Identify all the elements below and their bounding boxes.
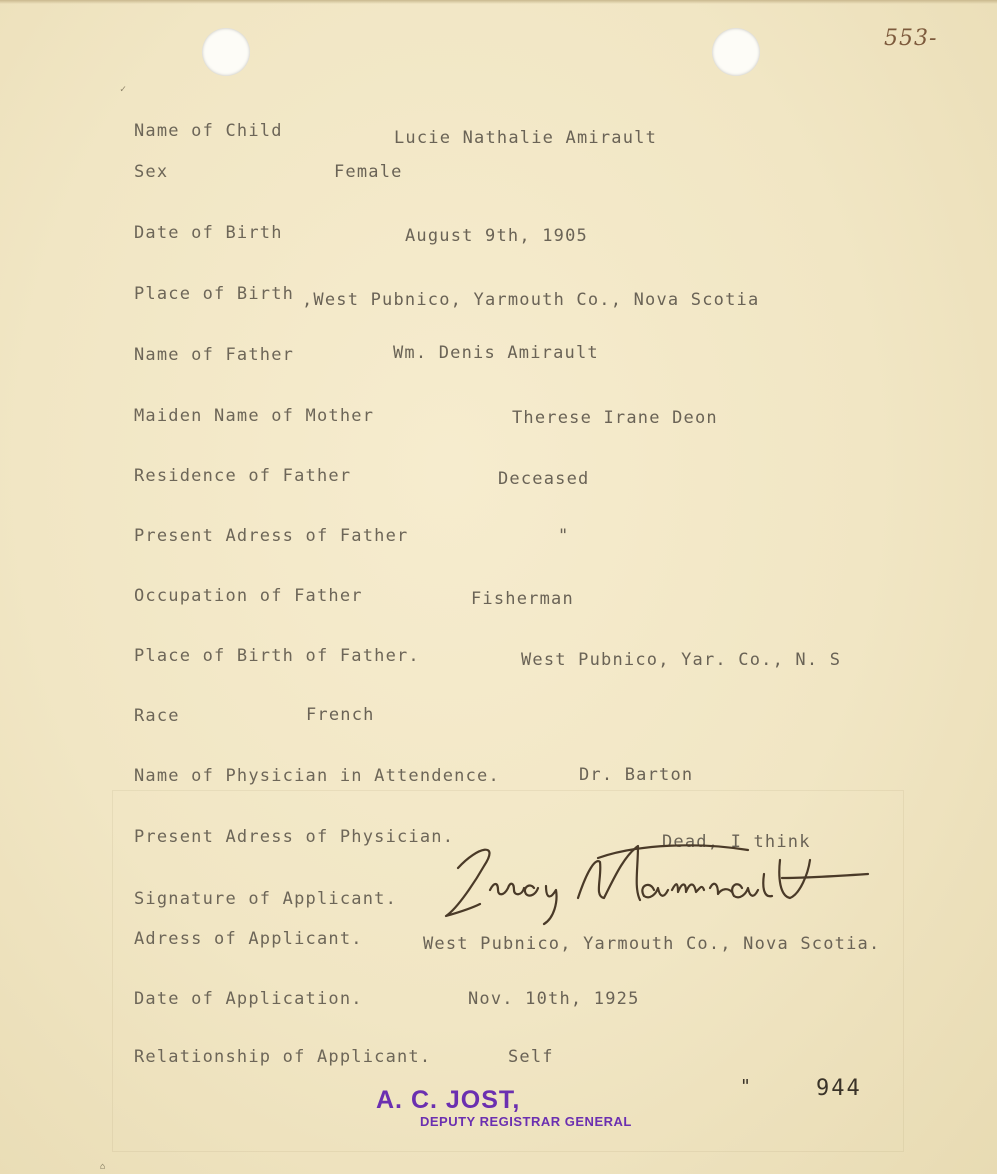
- label-sex: Sex: [134, 162, 169, 182]
- value-relationship-of-applicant: Self: [508, 1047, 554, 1067]
- value-residence-of-father: Deceased: [498, 469, 590, 489]
- registrar-stamp-name: A. C. JOST,: [376, 1086, 521, 1114]
- punch-hole-right: [712, 28, 760, 76]
- label-residence-of-father: Residence of Father: [134, 466, 352, 486]
- page-number: 553-: [884, 26, 938, 51]
- value-place-of-birth: ,West Pubnico, Yarmouth Co., Nova Scotia: [302, 290, 760, 310]
- label-present-address-of-physician: Present Adress of Physician.: [134, 827, 455, 847]
- label-name-of-father: Name of Father: [134, 345, 295, 365]
- label-present-address-of-father: Present Adress of Father: [134, 526, 409, 546]
- label-signature-of-applicant: Signature of Applicant.: [134, 889, 398, 909]
- value-date-of-birth: August 9th, 1905: [405, 226, 588, 246]
- registration-number: 944: [816, 1076, 862, 1101]
- value-date-of-application: Nov. 10th, 1925: [468, 989, 640, 1009]
- label-occupation-of-father: Occupation of Father: [134, 586, 363, 606]
- label-name-of-physician: Name of Physician in Attendence.: [134, 766, 500, 786]
- label-place-of-birth-of-father: Place of Birth of Father.: [134, 646, 420, 666]
- applicant-signature: [438, 838, 918, 928]
- label-address-of-applicant: Adress of Applicant.: [134, 929, 363, 949]
- bottom-edge-mark: ⌂: [100, 1162, 106, 1172]
- value-name-of-father: Wm. Denis Amirault: [393, 343, 599, 363]
- label-relationship-of-applicant: Relationship of Applicant.: [134, 1047, 432, 1067]
- margin-tick: ✓: [120, 84, 127, 95]
- registrar-stamp-title: DEPUTY REGISTRAR GENERAL: [420, 1114, 632, 1129]
- label-race: Race: [134, 706, 180, 726]
- value-maiden-name-of-mother: Therese Irane Deon: [512, 408, 718, 428]
- label-maiden-name-of-mother: Maiden Name of Mother: [134, 406, 375, 426]
- label-place-of-birth: Place of Birth: [134, 284, 295, 304]
- value-name-of-child: Lucie Nathalie Amirault: [394, 128, 658, 148]
- paper-top-edge: [0, 0, 997, 4]
- value-name-of-physician: Dr. Barton: [579, 765, 694, 785]
- value-place-of-birth-of-father: West Pubnico, Yar. Co., N. S: [521, 650, 842, 670]
- label-date-of-application: Date of Application.: [134, 989, 363, 1009]
- label-name-of-child: Name of Child: [134, 121, 283, 141]
- value-occupation-of-father: Fisherman: [471, 589, 574, 609]
- label-date-of-birth: Date of Birth: [134, 223, 283, 243]
- value-sex: Female: [334, 162, 403, 182]
- value-present-address-of-physician: Dead, I think: [662, 832, 811, 852]
- value-race: French: [306, 705, 375, 725]
- registration-ditto-mark: ": [740, 1076, 751, 1097]
- value-present-address-of-father: ": [558, 526, 570, 546]
- value-address-of-applicant: West Pubnico, Yarmouth Co., Nova Scotia.: [423, 934, 881, 954]
- punch-hole-left: [202, 28, 250, 76]
